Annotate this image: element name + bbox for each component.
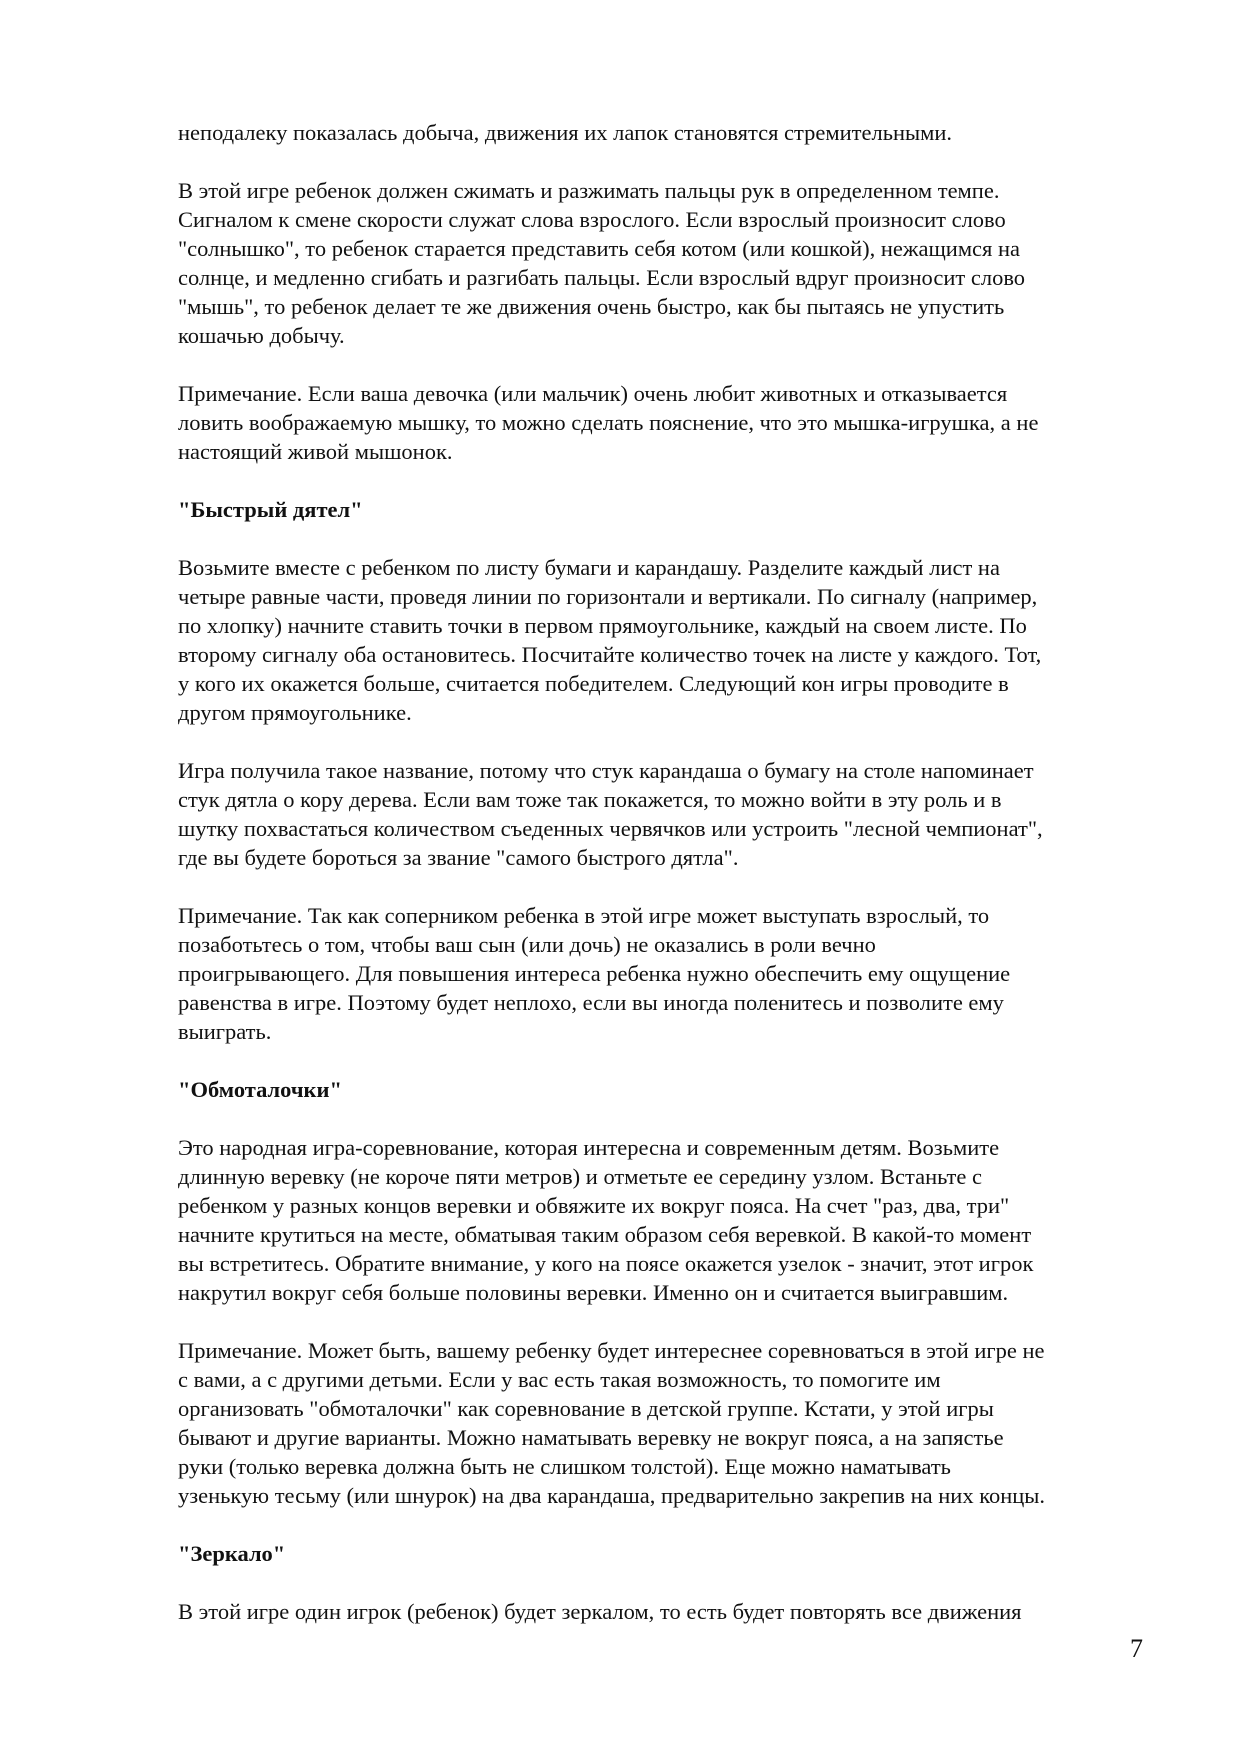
paragraph <box>178 176 1168 350</box>
page-body <box>178 118 1168 1655</box>
text-line: четыре равные части, проведя линии по горизонтали и вертикали. По сигналу (например, <box>178 584 1038 609</box>
text-line: Это народная игра-соревнование, которая интересна и современным детям. Возьмите <box>178 1135 1000 1160</box>
paragraph <box>178 901 1168 1046</box>
text-line: ребенком у разных концов веревки и обвяжите их вокруг пояса. На счет "раз, два, три" <box>178 1193 1010 1218</box>
text-line: Примечание. Если ваша девочка (или мальчик) очень любит животных и отказывается <box>178 381 1008 406</box>
text-line: настоящий живой мышонок. <box>178 439 453 464</box>
text-line: выиграть. <box>178 1019 272 1044</box>
text-line: "мышь", то ребенок делает те же движения очень быстро, как бы пытаясь не упустить <box>178 294 1005 319</box>
text-line: позаботьтесь о том, чтобы ваш сын (или дочь) не оказались в роли вечно <box>178 932 876 957</box>
text-line: Возьмите вместе с ребенком по листу бумаги и карандашу. Разделите каждый лист на <box>178 555 1000 580</box>
page-number: 7 <box>1130 1634 1143 1663</box>
text-line: узенькую тесьму (или шнурок) на два карандаша, предварительно закрепив на них концы. <box>178 1483 1046 1508</box>
text-line: организовать "обмоталочки" как соревнование в детской группе. Кстати, у этой игры <box>178 1396 994 1421</box>
text-line: Примечание. Так как соперником ребенка в этой игре может выступать взрослый, то <box>178 903 990 928</box>
paragraph <box>178 553 1168 727</box>
text-line: стук дятла о кору дерева. Если вам тоже так покажется, то можно войти в эту роль и в <box>178 787 1002 812</box>
text-line: В этой игре один игрок (ребенок) будет зеркалом, то есть будет повторять все движения <box>178 1599 1022 1624</box>
text-line: начните крутиться на месте, обматывая таким образом себя веревкой. В какой-то момент <box>178 1222 1032 1247</box>
text-line: солнце, и медленно сгибать и разгибать пальцы. Если взрослый вдруг произносит слово <box>178 265 1026 290</box>
section-heading: "Быстрый дятел" <box>178 497 363 522</box>
paragraph <box>178 1597 1168 1626</box>
text-line: шутку похвастаться количеством съеденных червячков или устроить "лесной чемпионат", <box>178 816 1043 841</box>
section-heading: "Обмоталочки" <box>178 1077 342 1102</box>
text-line: Игра получила такое название, потому что стук карандаша о бумагу на столе напоминает <box>178 758 1034 783</box>
text-line: длинную веревку (не короче пяти метров) и отметьте ее середину узлом. Встаньте с <box>178 1164 982 1189</box>
text-line: второму сигналу оба остановитесь. Посчитайте количество точек на листе у каждого. Тот, <box>178 642 1042 667</box>
text-line: накрутил вокруг себя больше половины веревки. Именно он и считается выигравшим. <box>178 1280 1009 1305</box>
text-line: равенства в игре. Поэтому будет неплохо, если вы иногда поленитесь и позволите ему <box>178 990 1004 1015</box>
paragraph <box>178 379 1168 466</box>
text-line: другом прямоугольнике. <box>178 700 412 725</box>
text-line: кошачью добычу. <box>178 323 345 348</box>
text-line: В этой игре ребенок должен сжимать и разжимать пальцы рук в определенном темпе. <box>178 178 1000 203</box>
paragraph <box>178 118 1168 147</box>
text-line: бывают и другие варианты. Можно наматывать веревку не вокруг пояса, а на запястье <box>178 1425 1004 1450</box>
text-line: вы встретитесь. Обратите внимание, у кого на поясе окажется узелок - значит, этот игрок <box>178 1251 1034 1276</box>
paragraph <box>178 1336 1168 1510</box>
text-line: Сигналом к смене скорости служат слова взрослого. Если взрослый произносит слово <box>178 207 1006 232</box>
text-line: где вы будете бороться за звание "самого быстрого дятла". <box>178 845 739 870</box>
paragraph <box>178 1133 1168 1307</box>
paragraph <box>178 756 1168 872</box>
text-line: Примечание. Может быть, вашему ребенку будет интереснее соревноваться в этой игре не <box>178 1338 1045 1363</box>
text-line: у кого их окажется больше, считается победителем. Следующий кон игры проводите в <box>178 671 1009 696</box>
text-line: с вами, а с другими детьми. Если у вас есть такая возможность, то помогите им <box>178 1367 941 1392</box>
text-line: неподалеку показалась добыча, движения их лапок становятся стремительными. <box>178 120 953 145</box>
text-line: проигрывающего. Для повышения интереса ребенка нужно обеспечить ему ощущение <box>178 961 1011 986</box>
text-line: "солнышко", то ребенок старается представить себя котом (или кошкой), нежащимся на <box>178 236 1021 261</box>
text-line: руки (только веревка должна быть не слишком толстой). Еще можно наматывать <box>178 1454 951 1479</box>
text-line: по хлопку) начните ставить точки в первом прямоугольнике, каждый на своем листе. По <box>178 613 1027 638</box>
text-line: ловить воображаемую мышку, то можно сделать пояснение, что это мышка-игрушка, а не <box>178 410 1039 435</box>
section-heading: "Зеркало" <box>178 1541 286 1566</box>
